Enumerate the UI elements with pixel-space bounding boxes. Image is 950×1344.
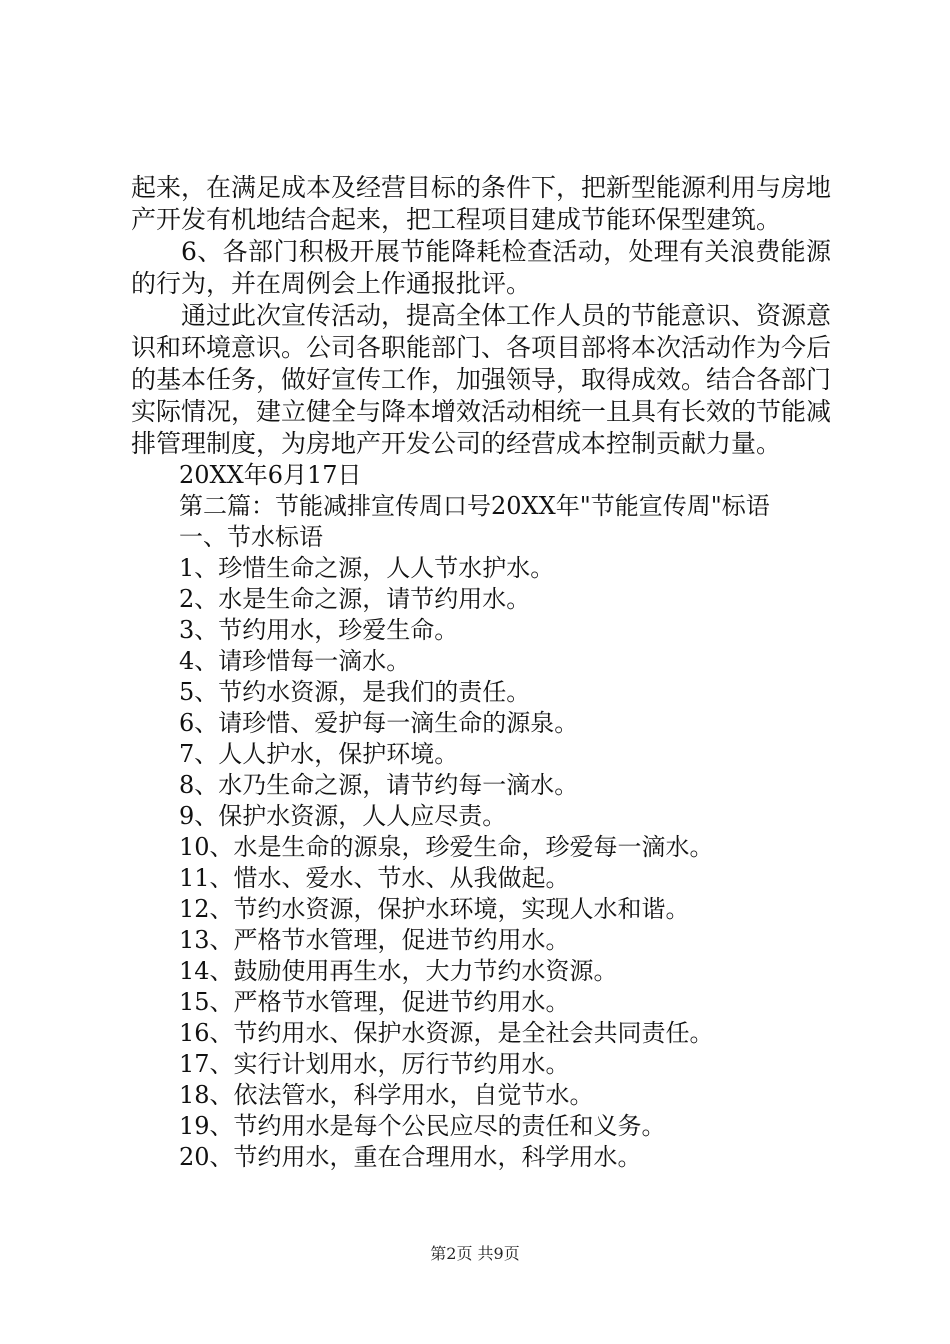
slogan-item: 18、依法管水，科学用水，自觉节水。 <box>179 1081 594 1109</box>
slogan-item: 11、惜水、爱水、节水、从我做起。 <box>179 864 570 892</box>
slogan-item: 9、保护水资源，人人应尽责。 <box>179 802 507 830</box>
slogan-item: 17、实行计划用水，厉行节约用水。 <box>179 1050 570 1078</box>
paragraph-item-6: 6、各部门积极开展节能降耗检查活动，处理有关浪费能源的行为，并在周例会上作通报批评。 <box>131 237 831 298</box>
slogan-list <box>131 553 831 1173</box>
page-footer: 第2页 共9页 <box>430 1244 520 1263</box>
slogan-item: 10、水是生命的源泉，珍爱生命，珍爱每一滴水。 <box>179 833 714 861</box>
slogan-item: 19、节约用水是每个公民应尽的责任和义务。 <box>179 1112 666 1140</box>
slogan-item: 7、人人护水，保护环境。 <box>179 740 459 768</box>
paragraph-continuation: 起来，在满足成本及经营目标的条件下，把新型能源利用与房地产开发有机地结合起来，把工程项目建成节能环保型建筑。 <box>131 173 832 234</box>
slogan-item: 12、节约水资源，保护水环境，实现人水和谐。 <box>179 895 690 923</box>
slogan-item: 6、请珍惜、爱护每一滴生命的源泉。 <box>179 709 579 737</box>
second-article-title: 第二篇：节能减排宣传周口号20XX年"节能宣传周"标语 <box>179 492 770 520</box>
slogan-item: 14、鼓励使用再生水，大力节约水资源。 <box>179 957 618 985</box>
document-body <box>131 172 831 1173</box>
slogan-item: 4、请珍惜每一滴水。 <box>179 647 411 675</box>
slogan-item: 5、节约水资源，是我们的责任。 <box>179 678 531 706</box>
slogan-item: 8、水乃生命之源，请节约每一滴水。 <box>179 771 579 799</box>
slogan-item: 2、水是生命之源，请节约用水。 <box>179 585 531 613</box>
slogan-item: 13、严格节水管理，促进节约用水。 <box>179 926 570 954</box>
slogan-item: 16、节约用水、保护水资源，是全社会共同责任。 <box>179 1019 714 1047</box>
slogan-item: 15、严格节水管理，促进节约用水。 <box>179 988 570 1016</box>
slogan-item: 3、节约用水，珍爱生命。 <box>179 616 459 644</box>
section-heading: 一、节水标语 <box>179 523 323 551</box>
slogan-item: 1、珍惜生命之源，人人节水护水。 <box>179 554 555 582</box>
slogan-item: 20、节约用水，重在合理用水，科学用水。 <box>179 1143 642 1171</box>
document-date: 20XX年6月17日 <box>179 461 362 489</box>
paragraph-summary: 通过此次宣传活动，提高全体工作人员的节能意识、资源意识和环境意识。公司各职能部门、各项目部将本次活动作为今后的基本任务，做好宣传工作，加强领导，取得成效。结合各部门实际情况，建立健全与降本增效活动相统一且具有长效的节能减排管理制度，为房地产开发公司的经营成本控制贡献力量。 <box>131 301 832 458</box>
